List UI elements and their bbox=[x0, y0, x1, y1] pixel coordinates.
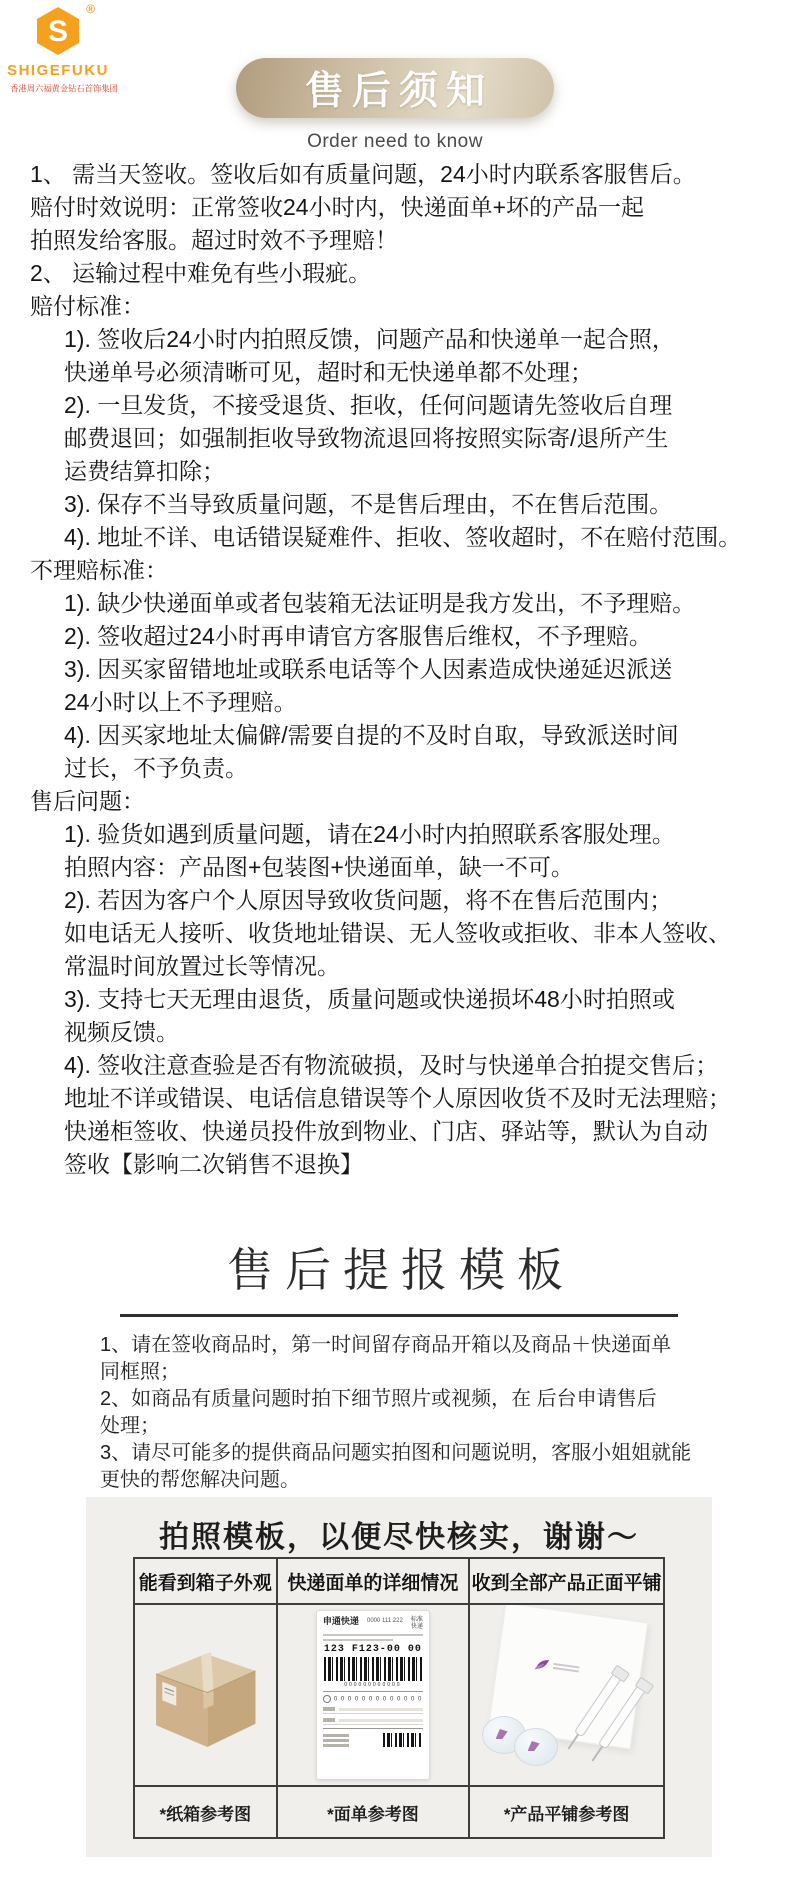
label-sort-code: 123 F123-00 00 bbox=[323, 1644, 422, 1655]
notice-line: 2). 若因为客户个人原因导致收货问题，将不在售后范围内； bbox=[64, 887, 673, 913]
banner-title: 售后须知 bbox=[304, 70, 493, 113]
label-fineprint bbox=[323, 1634, 423, 1636]
caption-label-reference: *面单参考图 bbox=[278, 1787, 471, 1837]
label-divider bbox=[323, 1728, 423, 1729]
notice-line: 快递单号必须清晰可见，超时和无快递单都不处理； bbox=[64, 359, 593, 385]
template-section-title: 售后提报模板 bbox=[227, 1244, 575, 1296]
notice-line: 赔付时效说明：正常签收24小时内，快递面单+坏的产品一起 bbox=[30, 194, 645, 220]
notice-line: 24小时以上不予理赔。 bbox=[64, 689, 297, 715]
column-header-box: 能看到箱子外观 bbox=[135, 1559, 278, 1605]
product-flatlay-image bbox=[474, 1608, 660, 1782]
notice-line: 拍照发给客服。超过时效不予理赔！ bbox=[30, 227, 398, 253]
template-line: 1、请在签收商品时，第一时间留存商品开箱以及商品＋快递面单 bbox=[100, 1334, 672, 1356]
notice-line: 2、 运输过程中难免有些小瑕疵。 bbox=[30, 260, 372, 286]
notice-line: 视频反馈。 bbox=[64, 1019, 179, 1045]
after-sales-banner bbox=[236, 58, 554, 118]
notice-line: 3). 保存不当导致质量问题，不是售后理由，不在售后范围。 bbox=[64, 491, 673, 517]
location-icon bbox=[323, 1695, 331, 1703]
template-line: 3、请尽可能多的提供商品问题实拍图和问题说明，客服小姐姐就能 bbox=[100, 1442, 692, 1464]
label-divider bbox=[323, 1691, 423, 1692]
small-barcode bbox=[383, 1733, 423, 1747]
notice-line: 不理赔标准： bbox=[30, 557, 168, 583]
template-line: 同框照； bbox=[100, 1361, 180, 1383]
notice-line: 常温时间放置过长等情况。 bbox=[64, 953, 340, 979]
caption-flatlay-reference: *产品平铺参考图 bbox=[503, 1804, 630, 1824]
notice-line: 售后问题： bbox=[30, 788, 145, 814]
notice-line: 1、 需当天签收。签收后如有质量问题，24小时内联系客服售后。 bbox=[30, 161, 696, 187]
label-courier-name: 申通快递 bbox=[322, 1616, 359, 1626]
product-flatlay-cell bbox=[470, 1605, 663, 1787]
notice-line: 签收【影响二次销售不退换】 bbox=[64, 1151, 363, 1177]
banner-subtitle: Order need to know bbox=[307, 131, 483, 152]
label-bottom-row bbox=[323, 1733, 423, 1747]
label-service-type: 标准 快递 bbox=[410, 1617, 423, 1630]
notice-line: 1). 缺少快递面单或者包装箱无法证明是我方发出，不予理赔。 bbox=[64, 590, 696, 616]
notice-line: 3). 支持七天无理由退货，质量问题或快递损坏48小时拍照或 bbox=[64, 986, 675, 1012]
notice-line: 快递柜签收、快递员投件放到物业、门店、驿站等，默认为自动 bbox=[64, 1118, 708, 1144]
logo-letter: S bbox=[47, 15, 69, 48]
template-list bbox=[100, 1332, 700, 1494]
notice-line: 3). 因买家留错地址或联系电话等个人因素造成快递延迟派送 bbox=[64, 656, 673, 682]
section-divider bbox=[120, 1314, 678, 1317]
label-fineprint bbox=[323, 1639, 393, 1641]
template-line: 处理； bbox=[100, 1415, 160, 1437]
column-header-label: 快递面单的详细情况 bbox=[278, 1559, 471, 1605]
logo-text-lines bbox=[552, 1661, 579, 1675]
notice-line: 1). 签收后24小时内拍照反馈，问题产品和快递单一起合照， bbox=[64, 326, 675, 352]
notice-line: 1). 验货如遇到质量问题，请在24小时内拍照联系客服处理。 bbox=[64, 821, 675, 847]
notice-line: 2). 一旦发货，不接受退货、拒收，任何问题请先签收后自理 bbox=[64, 392, 673, 418]
shipping-label-image bbox=[316, 1610, 430, 1780]
label-field-row bbox=[323, 1707, 423, 1714]
notice-line: 拍照内容：产品图+包装图+快递面单，缺一不可。 bbox=[64, 854, 574, 880]
cardboard-box-image bbox=[139, 1636, 271, 1754]
brand-logo-block bbox=[6, 2, 118, 95]
notice-list bbox=[30, 158, 770, 1181]
photo-template-box bbox=[86, 1497, 712, 1857]
label-tracking-number: 0000 111 222 bbox=[367, 1618, 403, 1624]
hexagon-s-icon bbox=[35, 6, 81, 56]
label-address-lines bbox=[323, 1734, 349, 1747]
notice-line: 赔付标准： bbox=[30, 293, 145, 319]
brand-name: SHIGEFUKU bbox=[7, 62, 109, 79]
notice-line: 4). 因买家地址太偏僻/需要自提的不及时自取，导致派送时间 bbox=[64, 722, 679, 748]
registered-mark: ® bbox=[86, 2, 95, 16]
shipping-label-cell bbox=[278, 1605, 471, 1787]
barcode-digits: 000000000000 bbox=[344, 1682, 402, 1688]
notice-line: 2). 签收超过24小时再申请官方客服售后维权，不予理赔。 bbox=[64, 623, 652, 649]
column-header-flatlay: 收到全部产品正面平铺 bbox=[470, 1559, 663, 1605]
caption-box-reference: *纸箱参考图 bbox=[135, 1787, 278, 1837]
brand-tagline: 香港周六福黄金钻石首饰集团 bbox=[10, 84, 118, 94]
notice-line: 运费结算扣除； bbox=[64, 458, 225, 484]
notice-line: 4). 地址不详、电话错误疑难件、拒收、签收超时，不在赔付范围。 bbox=[64, 524, 742, 550]
photo-box-title: 拍照模板，以便尽快核实，谢谢～ bbox=[159, 1521, 639, 1554]
notice-line: 邮费退回；如强制拒收导致物流退回将按照实际寄/退所产生 bbox=[64, 425, 669, 451]
label-field-row bbox=[323, 1718, 423, 1725]
purple-petal-icon bbox=[533, 1656, 551, 1672]
notice-line: 地址不详或错误、电话信息错误等个人原因收货不及时无法理赔； bbox=[64, 1085, 731, 1111]
template-line: 2、如商品有质量问题时拍下细节照片或视频，在 后台申请售后 bbox=[100, 1388, 657, 1410]
notice-line: 4). 签收注意查验是否有物流破损，及时与快递单合拍提交售后； bbox=[64, 1052, 719, 1078]
barcode bbox=[324, 1657, 422, 1681]
product-brand-logo bbox=[533, 1656, 580, 1676]
notice-line: 如电话无人接听、收货地址错误、无人签收或拒收、非本人签收、 bbox=[64, 920, 731, 946]
label-digit-row: 0 0 0 0 0 0 0 0 0 0 0 0 0 bbox=[323, 1695, 423, 1703]
photo-template-table bbox=[133, 1557, 665, 1839]
notice-line: 过长，不予负责。 bbox=[64, 755, 248, 781]
template-line: 更快的帮您解决问题。 bbox=[100, 1469, 300, 1491]
brand-hexagon bbox=[35, 2, 95, 61]
cardboard-box-cell bbox=[135, 1605, 278, 1787]
blister-dish-icon bbox=[514, 1728, 558, 1766]
